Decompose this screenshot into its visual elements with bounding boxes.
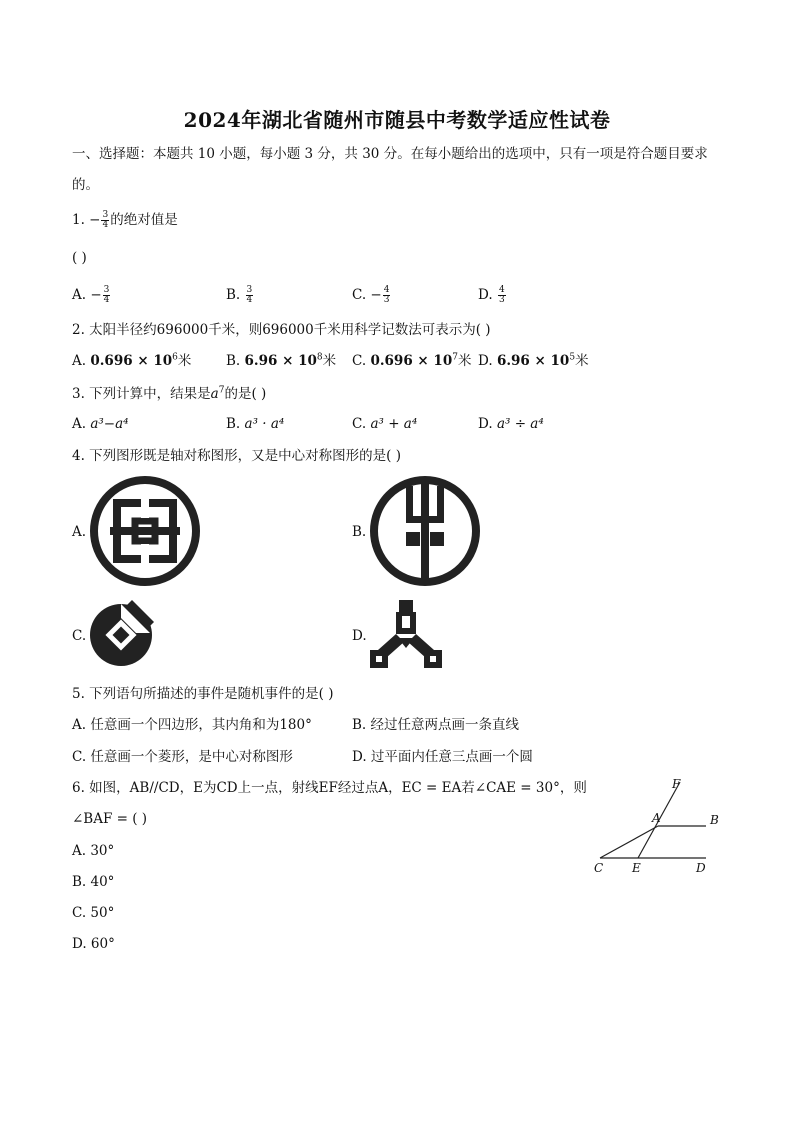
section-instructions-line1: 一、选择题：本题共 10 小题，每小题 3 分，共 30 分。在每小题给出的选项中，只有一项是符合题目要求 <box>72 146 708 162</box>
q2-option-b[interactable]: B. $6.96 \times 10^8$米 <box>226 352 337 369</box>
question-1-stem: 1. − $\frac{3}{4}$ 的绝对值是 <box>72 210 178 230</box>
point-label-c: C <box>594 861 604 875</box>
q6-option-a[interactable]: A. 30° <box>72 843 115 859</box>
question-6-stem-line2: ∠BAF = ( ) <box>72 811 148 827</box>
q4-figure-d-boc-logo <box>368 598 446 672</box>
q3-option-a[interactable]: A. a³−a⁴ <box>72 416 129 432</box>
q2-option-a[interactable]: A. $0.696 \times 10^6$米 <box>72 352 192 369</box>
point-label-a: A <box>652 811 661 825</box>
question-5-stem: 5. 下列语句所描述的事件是随机事件的是( ) <box>72 686 334 702</box>
q1-option-c[interactable]: C. − $\frac{4}{3}$ <box>352 285 390 305</box>
q4-figure-b-abc-logo <box>370 476 480 586</box>
q4-label-a[interactable]: A. <box>72 524 87 540</box>
question-3-stem: 3. 下列计算中，结果是$a^7$的是( ) <box>72 385 267 402</box>
q1-option-a[interactable]: A. − $\frac{3}{4}$ <box>72 285 110 305</box>
point-label-f: F <box>672 777 681 791</box>
q4-figure-c-ccb-logo <box>88 600 154 666</box>
q6-geometry-figure <box>588 772 728 880</box>
q6-option-d[interactable]: D. 60° <box>72 936 115 952</box>
q4-label-b[interactable]: B. <box>352 524 367 540</box>
q6-option-b[interactable]: B. 40° <box>72 874 115 890</box>
q3-option-d[interactable]: D. a³ ÷ a⁴ <box>478 416 544 432</box>
q5-option-a[interactable]: A. 任意画一个四边形，其内角和为180° <box>72 717 312 733</box>
question-2-stem: 2. 太阳半径约696000千米，则696000千米用科学记数法可表示为( ) <box>72 322 491 338</box>
q5-option-c[interactable]: C. 任意画一个菱形，是中心对称图形 <box>72 749 293 765</box>
q3-option-b[interactable]: B. a³ · a⁴ <box>226 416 285 432</box>
q1-option-b[interactable]: B. $\frac{3}{4}$ <box>226 285 253 305</box>
point-label-d: D <box>696 861 706 875</box>
q4-label-d[interactable]: D. <box>352 628 367 644</box>
question-1-paren: ( ) <box>72 250 87 266</box>
page-title: 2024年湖北省随州市随县中考数学适应性试卷 <box>183 108 611 132</box>
q1-option-d[interactable]: D. $\frac{4}{3}$ <box>478 285 505 305</box>
question-4-stem: 4. 下列图形既是轴对称图形，又是中心对称图形的是( ) <box>72 448 401 464</box>
section-instructions-line2: 的。 <box>72 177 99 193</box>
q5-option-d[interactable]: D. 过平面内任意三点画一个圆 <box>352 749 533 765</box>
q5-option-b[interactable]: B. 经过任意两点画一条直线 <box>352 717 520 733</box>
question-6-stem-line1: 6. 如图，AB//CD，E为CD上一点，射线EF经过点A，EC = EA若∠CAE = 30°，则 <box>72 780 587 796</box>
fraction: $\frac{3}{4}$ <box>102 210 109 230</box>
q4-figure-a-icbc-logo <box>90 476 200 586</box>
q4-label-c[interactable]: C. <box>72 628 87 644</box>
q6-option-c[interactable]: C. 50° <box>72 905 115 921</box>
q2-option-c[interactable]: C. $0.696 \times 10^7$米 <box>352 352 472 369</box>
q2-option-d[interactable]: D. $6.96 \times 10^5$米 <box>478 352 589 369</box>
segment-ca <box>600 826 658 858</box>
point-label-b: B <box>710 813 719 827</box>
point-label-e: E <box>632 861 641 875</box>
q3-option-c[interactable]: C. a³ + a⁴ <box>352 416 418 432</box>
